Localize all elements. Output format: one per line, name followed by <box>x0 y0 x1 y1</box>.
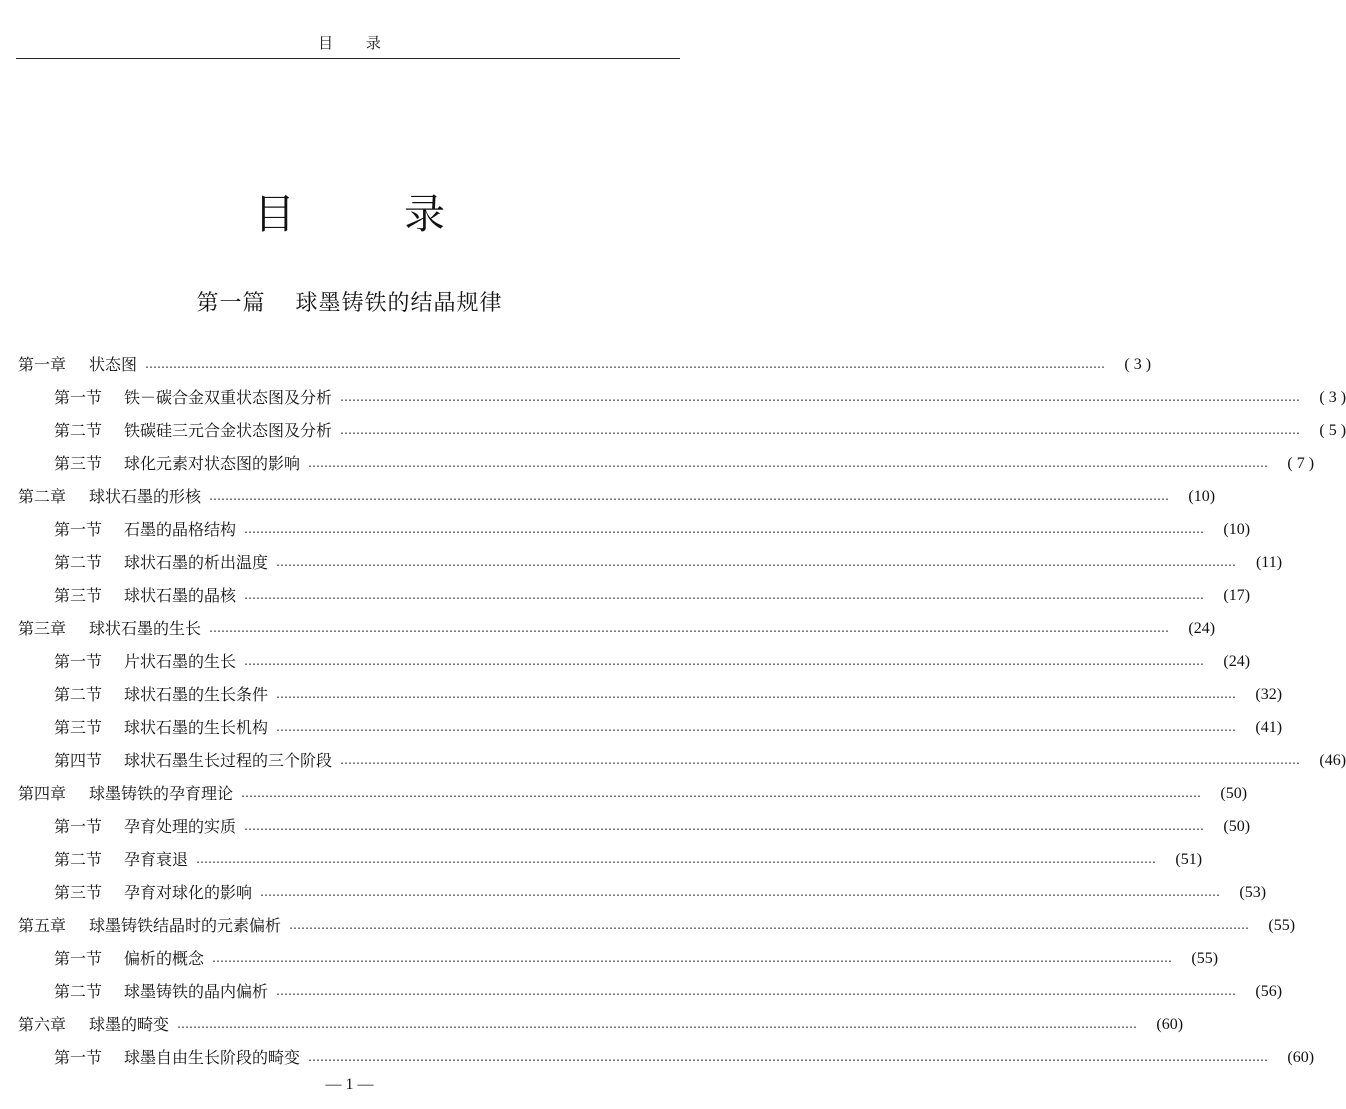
toc-entry-page: ( 5 ) <box>1319 422 1346 439</box>
running-head: 目 录 <box>318 34 395 52</box>
dot-leader: …………………………………………………………………………………………………………………………………………………………………………………………………………………… <box>276 984 1237 998</box>
dot-leader: …………………………………………………………………………………………………………………………………………………………………………………………………………………… <box>276 720 1237 734</box>
toc-entry-page: ( 3 ) <box>1124 356 1152 373</box>
toc-entry-page: (60) <box>1156 1016 1184 1033</box>
table-of-contents <box>18 348 1346 1074</box>
toc-entry-number: 第三节 <box>54 883 103 902</box>
dot-leader: …………………………………………………………………………………………………………………………………………………………………………………………………………………… <box>340 753 1301 767</box>
toc-entry-title: 偏析的概念 <box>124 949 205 968</box>
toc-entry-number: 第二章 <box>18 487 67 506</box>
toc-chapter-entry <box>18 480 1216 513</box>
toc-entry-number: 第三节 <box>54 718 103 737</box>
dot-leader: …………………………………………………………………………………………………………………………………………………………………………………………………………………… <box>209 621 1170 635</box>
toc-entry-page: (50) <box>1223 818 1251 835</box>
toc-section-entry <box>18 513 1251 546</box>
toc-section-entry <box>18 711 1283 744</box>
toc-entry-title: 球状石墨生长过程的三个阶段 <box>124 751 333 770</box>
toc-chapter-entry <box>18 612 1216 645</box>
toc-section-entry <box>18 579 1251 612</box>
toc-section-entry <box>18 810 1251 843</box>
toc-chapter-entry <box>18 909 1296 942</box>
toc-section-entry <box>18 678 1283 711</box>
toc-entry-title: 球墨的畸变 <box>89 1015 170 1034</box>
toc-entry-page: (55) <box>1268 917 1296 934</box>
toc-entry-title: 孕育衰退 <box>124 850 189 869</box>
toc-entry-number: 第二节 <box>54 685 103 704</box>
toc-chapter-entry <box>18 1008 1184 1041</box>
dot-leader: …………………………………………………………………………………………………………………………………………………………………………………………………………………… <box>308 1050 1269 1064</box>
toc-section-entry <box>18 447 1315 480</box>
toc-entry-page: (24) <box>1223 653 1251 670</box>
toc-entry-title: 孕育处理的实质 <box>124 817 237 836</box>
toc-entry-title: 球状石墨的生长 <box>89 619 202 638</box>
toc-entry-page: (53) <box>1239 884 1267 901</box>
toc-entry-page: (46) <box>1319 752 1346 769</box>
dot-leader: …………………………………………………………………………………………………………………………………………………………………………………………………………………… <box>276 687 1237 701</box>
toc-entry-number: 第一节 <box>54 520 103 539</box>
toc-entry-number: 第一节 <box>54 817 103 836</box>
toc-entry-number: 第三节 <box>54 586 103 605</box>
toc-entry-title: 状态图 <box>89 355 138 374</box>
toc-chapter-entry <box>18 348 1152 381</box>
toc-entry-page: (51) <box>1175 851 1203 868</box>
toc-entry-title: 球状石墨的生长条件 <box>124 685 269 704</box>
toc-section-entry <box>18 1041 1315 1074</box>
toc-section-entry <box>18 414 1346 447</box>
toc-entry-number: 第二节 <box>54 421 103 440</box>
toc-entry-title: 球化元素对状态图的影响 <box>124 454 301 473</box>
toc-entry-number: 第二节 <box>54 850 103 869</box>
toc-section-entry <box>18 942 1219 975</box>
toc-entry-number: 第二节 <box>54 553 103 572</box>
toc-entry-title: 球状石墨的析出温度 <box>124 553 269 572</box>
toc-section-entry <box>18 744 1346 777</box>
toc-entry-number: 第四节 <box>54 751 103 770</box>
toc-entry-title: 球墨铸铁的晶内偏析 <box>124 982 269 1001</box>
page-title: 目 录 <box>253 190 494 238</box>
toc-entry-title: 球墨铸铁结晶时的元素偏析 <box>89 916 282 935</box>
toc-section-entry <box>18 843 1203 876</box>
toc-entry-page: ( 7 ) <box>1287 455 1315 472</box>
toc-entry-title: 球状石墨的晶核 <box>124 586 237 605</box>
dot-leader: …………………………………………………………………………………………………………………………………………………………………………………………………………………… <box>276 555 1237 569</box>
toc-entry-title: 球墨铸铁的孕育理论 <box>89 784 234 803</box>
dot-leader: …………………………………………………………………………………………………………………………………………………………………………………………………………………… <box>340 423 1301 437</box>
dot-leader: …………………………………………………………………………………………………………………………………………………………………………………………………………………… <box>145 357 1106 371</box>
toc-entry-number: 第三节 <box>54 454 103 473</box>
toc-section-entry <box>18 546 1283 579</box>
toc-entry-number: 第六章 <box>18 1015 67 1034</box>
toc-entry-title: 铁碳硅三元合金状态图及分析 <box>124 421 333 440</box>
dot-leader: …………………………………………………………………………………………………………………………………………………………………………………………………………………… <box>196 852 1157 866</box>
toc-section-entry <box>18 381 1346 414</box>
header-rule <box>16 58 680 59</box>
toc-entry-page: (32) <box>1255 686 1283 703</box>
toc-section-entry <box>18 975 1283 1008</box>
toc-entry-page: (41) <box>1255 719 1283 736</box>
dot-leader: …………………………………………………………………………………………………………………………………………………………………………………………………………………… <box>209 489 1170 503</box>
toc-entry-number: 第五章 <box>18 916 67 935</box>
dot-leader: …………………………………………………………………………………………………………………………………………………………………………………………………………………… <box>308 456 1269 470</box>
toc-chapter-entry <box>18 777 1248 810</box>
toc-entry-page: ( 3 ) <box>1319 389 1346 406</box>
toc-entry-title: 孕育对球化的影响 <box>124 883 253 902</box>
toc-entry-number: 第一节 <box>54 949 103 968</box>
toc-entry-page: (50) <box>1220 785 1248 802</box>
part-label: 第一篇 <box>196 291 266 316</box>
dot-leader: …………………………………………………………………………………………………………………………………………………………………………………………………………………… <box>340 390 1301 404</box>
toc-section-entry <box>18 876 1267 909</box>
part-name: 球墨铸铁的结晶规律 <box>295 291 503 316</box>
toc-entry-title: 球状石墨的生长机构 <box>124 718 269 737</box>
dot-leader: …………………………………………………………………………………………………………………………………………………………………………………………………………………… <box>241 786 1202 800</box>
toc-entry-title: 铁－碳合金双重状态图及分析 <box>124 388 333 407</box>
toc-entry-title: 石墨的晶格结构 <box>124 520 237 539</box>
dot-leader: …………………………………………………………………………………………………………………………………………………………………………………………………………………… <box>244 522 1205 536</box>
toc-entry-page: (55) <box>1191 950 1219 967</box>
toc-entry-title: 球状石墨的形核 <box>89 487 202 506</box>
toc-entry-page: (10) <box>1223 521 1251 538</box>
toc-entry-number: 第三章 <box>18 619 67 638</box>
toc-entry-page: (24) <box>1188 620 1216 637</box>
toc-entry-title: 球墨自由生长阶段的畸变 <box>124 1048 301 1067</box>
dot-leader: …………………………………………………………………………………………………………………………………………………………………………………………………………………… <box>289 918 1250 932</box>
dot-leader: …………………………………………………………………………………………………………………………………………………………………………………………………………………… <box>177 1017 1138 1031</box>
toc-section-entry <box>18 645 1251 678</box>
toc-entry-page: (60) <box>1287 1049 1315 1066</box>
toc-entry-number: 第二节 <box>54 982 103 1001</box>
toc-entry-page: (11) <box>1255 554 1283 571</box>
dot-leader: …………………………………………………………………………………………………………………………………………………………………………………………………………………… <box>244 654 1205 668</box>
toc-entry-number: 第一节 <box>54 652 103 671</box>
toc-entry-page: (56) <box>1255 983 1283 1000</box>
toc-entry-number: 第四章 <box>18 784 67 803</box>
dot-leader: …………………………………………………………………………………………………………………………………………………………………………………………………………………… <box>212 951 1173 965</box>
toc-entry-title: 片状石墨的生长 <box>124 652 237 671</box>
dot-leader: …………………………………………………………………………………………………………………………………………………………………………………………………………………… <box>244 588 1205 602</box>
page-number: — 1 — <box>325 1076 374 1093</box>
part-title <box>0 288 699 320</box>
dot-leader: …………………………………………………………………………………………………………………………………………………………………………………………………………………… <box>260 885 1221 899</box>
toc-entry-number: 第一节 <box>54 1048 103 1067</box>
toc-entry-page: (17) <box>1223 587 1251 604</box>
dot-leader: …………………………………………………………………………………………………………………………………………………………………………………………………………………… <box>244 819 1205 833</box>
toc-entry-number: 第一章 <box>18 355 67 374</box>
toc-entry-number: 第一节 <box>54 388 103 407</box>
toc-entry-page: (10) <box>1188 488 1216 505</box>
